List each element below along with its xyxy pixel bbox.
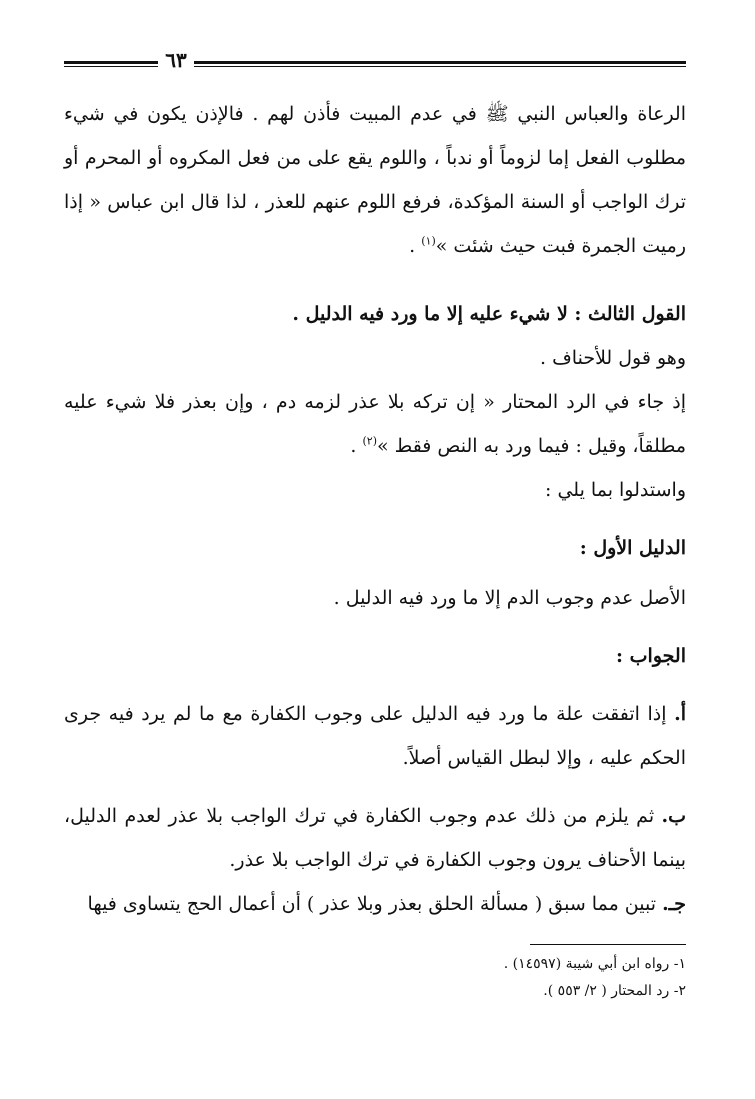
paragraph-1: الرعاة والعباس النبي ﷺ في عدم المبيت فأذن لهم . فالإذن يكون في شيء مطلوب الفعل إما لزوماً أو ندباً ، واللوم يقع على من فعل المكروه أو المحرم أو ترك الواجب أو السنة المؤكدة، فرفع اللوم عنهم للعذر ، لذا قال ابن عباس « إذا رميت الجمرة فبت حيث شئت »$^{(١)}$ . [64, 103, 686, 257]
footnote-1: ١- رواه ابن أبي شيبة (١٤٥٩٧) . [503, 956, 686, 972]
answer-item-c: جـ. تبين مما سبق ( مسألة الحلق بعذر وبلا عذر ) أن أعمال الحج يتساوى فيها [87, 893, 686, 915]
item-label-b: ب. [661, 805, 686, 827]
heading-third-opinion: القول الثالث : لا شيء عليه إلا ما ورد فيه الدليل . [292, 303, 686, 325]
item-label-a: أ. [674, 703, 686, 725]
header-rule-left [64, 61, 158, 67]
page-number: ٦٣ [165, 48, 187, 72]
heading-first-evidence: الدليل الأول : [579, 537, 686, 559]
item-label-c: جـ. [662, 893, 686, 915]
footnotes [64, 944, 686, 1005]
footnote-ref-2: (٢) [362, 434, 377, 448]
heading-answer: الجواب : [616, 645, 686, 667]
paragraph-3: إذ جاء في الرد المحتار « إن تركه بلا عذر لزمه دم ، وإن بعذر فلا شيء عليه مطلقاً، وقيل : فيما ورد به النص فقط »$^{(٢)}$ . [64, 391, 686, 457]
page-body [64, 92, 686, 926]
footnote-2: ٢- رد المحتار ( ٢/ ٥٥٣ ). [543, 983, 686, 999]
footnote-ref-1: (١) [421, 234, 436, 248]
footnote-divider [530, 944, 686, 945]
answer-item-a: أ. إذا اتفقت علة ما ورد فيه الدليل على وجوب الكفارة مع ما لم يرد فيه جرى الحكم عليه ، وإلا لبطل القياس أصلاً. [64, 703, 686, 769]
paragraph-2: وهو قول للأحناف . [540, 347, 686, 369]
answer-item-b: ب. ثم يلزم من ذلك عدم وجوب الكفارة في ترك الواجب بلا عذر لعدم الدليل، بينما الأحناف يرون وجوب الكفارة في ترك الواجب بلا عذر. [64, 805, 686, 871]
header-rule-right [194, 61, 686, 67]
paragraph-4: واستدلوا بما يلي : [545, 479, 686, 501]
paragraph-5: الأصل عدم وجوب الدم إلا ما ورد فيه الدليل . [333, 587, 686, 609]
page-header [64, 48, 686, 72]
